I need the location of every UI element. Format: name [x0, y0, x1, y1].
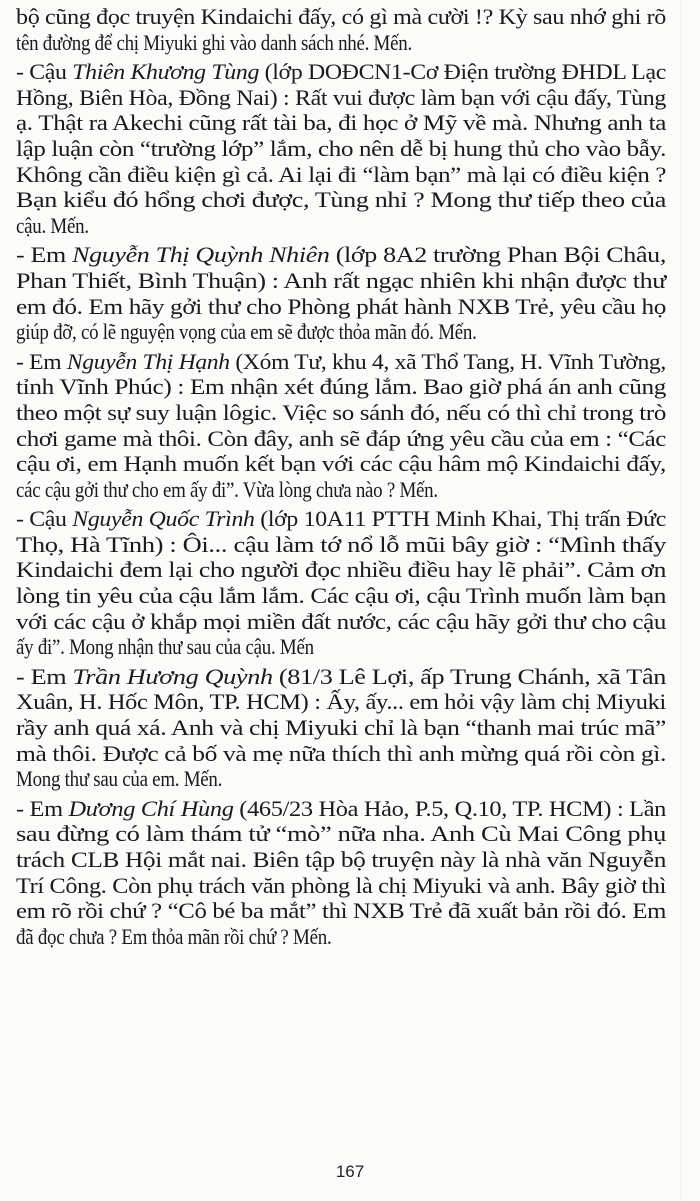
line-text [16, 294, 666, 320]
line-text [16, 873, 666, 899]
letter-reply-reply-tran-huong-quynh [16, 664, 666, 792]
text-line [16, 609, 666, 635]
letters-column [16, 4, 666, 949]
text-segment: (Xóm Tư, khu 4, xã Thổ Tang, H. Vĩnh Tường, [229, 348, 666, 374]
line-text [16, 796, 666, 822]
text-line [16, 477, 666, 503]
text-segment: với các cậu ở khắp mọi miền đất nước, các cậu hãy gởi thư cho cậu [16, 608, 667, 634]
line-text [16, 136, 666, 162]
line-text [16, 4, 666, 30]
text-segment: Bạn kiểu đó hổng chơi được, Tùng nhỉ ? Mong thư tiếp theo của [16, 187, 666, 213]
text-segment: - Cậu [16, 506, 73, 532]
text-line [16, 187, 666, 213]
text-line [16, 924, 666, 950]
line-text [16, 924, 331, 950]
text-line [16, 213, 666, 239]
text-line [16, 796, 666, 822]
text-segment: (lớp 10A11 PTTH Minh Khai, Thị trấn Đức [254, 506, 666, 532]
recipient-name: Nguyễn Thị Quỳnh Nhiên [72, 242, 330, 268]
letter-reply-reply-thien-khuong-tung [16, 59, 666, 238]
text-line [16, 898, 666, 924]
text-line [16, 400, 666, 426]
text-segment: rầy anh quá xá. Anh và chị Miyuki chỉ là bạn “thanh mai trúc mã” [16, 715, 666, 741]
text-segment: sau đừng có làm thám tử “mò” nữa nha. Anh Cù Mai Công phụ [16, 821, 667, 847]
line-text [16, 664, 666, 690]
text-line [16, 85, 666, 111]
text-line [16, 374, 666, 400]
letter-reply-continuation [16, 4, 666, 55]
text-line [16, 532, 666, 558]
text-segment: đã đọc chưa ? Em thỏa mãn rồi chứ ? Mến. [16, 923, 332, 949]
text-segment: lập luận còn “trường lớp” lắm, cho nên dễ bị hung thủ cho vào bẫy. [16, 135, 666, 161]
line-text [16, 85, 666, 111]
text-line [16, 110, 666, 136]
text-segment: mà thôi. Được cả bố và mẹ nữa thích thì anh mừng quá rồi còn gì. [16, 740, 667, 766]
text-line [16, 741, 666, 767]
text-segment: Hồng, Biên Hòa, Đồng Nai) : Rất vui được làm bạn với cậu đấy, Tùng [16, 84, 666, 110]
line-text [16, 821, 666, 847]
text-segment: Xuân, H. Hốc Môn, TP. HCM) : Ấy, ấy... em hỏi vậy làm chị Miyuki [16, 689, 666, 715]
text-segment: - Cậu [16, 59, 73, 85]
text-line [16, 847, 666, 873]
text-segment: - Em [16, 348, 67, 374]
text-segment: ấy đi”. Mong nhận thư sau của cậu. Mến [16, 634, 314, 660]
line-text [16, 634, 314, 660]
text-line [16, 268, 666, 294]
text-line [16, 162, 666, 188]
text-line [16, 451, 666, 477]
text-line [16, 766, 666, 792]
line-text [16, 715, 666, 741]
text-segment: (lớp 8A2 trường Phan Bội Châu, [329, 242, 666, 268]
text-segment: Trí Công. Còn phụ trách văn phòng là chị Miyuki và anh. Bây giờ thì [16, 872, 667, 898]
line-text [16, 30, 412, 56]
letter-reply-reply-nguyen-quoc-trinh [16, 506, 666, 660]
line-text [16, 477, 438, 503]
line-text [16, 187, 666, 213]
page-edge-shadow [680, 0, 682, 1201]
text-segment: Thọ, Hà Tĩnh) : Ôi... cậu làm tớ nổ lỗ mũi bây giờ : “Mình thấy [16, 531, 667, 557]
line-text [16, 532, 666, 558]
text-segment: bộ cũng đọc truyện Kindaichi đấy, có gì mà cười !? Kỳ sau nhớ ghi rõ [16, 4, 666, 29]
line-text [16, 766, 222, 792]
text-line [16, 294, 666, 320]
line-text [16, 506, 666, 532]
line-text [16, 319, 477, 345]
text-line [16, 715, 666, 741]
line-text [16, 898, 666, 924]
line-text [16, 242, 666, 268]
letter-reply-reply-duong-chi-hung [16, 796, 666, 950]
text-line [16, 426, 666, 452]
text-segment: Mong thư sau của em. Mến. [16, 766, 223, 792]
line-text [16, 583, 666, 609]
recipient-name: Dương Chí Hùng [68, 795, 234, 821]
recipient-name: Nguyễn Thị Hạnh [66, 348, 230, 374]
text-line [16, 506, 666, 532]
text-line [16, 873, 666, 899]
line-text [16, 557, 666, 583]
letter-reply-reply-nguyen-thi-quynh-nhien [16, 242, 666, 344]
text-line [16, 319, 666, 345]
recipient-name: Thiên Khương Tùng [72, 59, 260, 85]
text-line [16, 821, 666, 847]
text-segment: em rõ rồi chứ ? “Cô bé ba mắt” thì NXB Trẻ đã xuất bản rồi đó. Em [16, 898, 667, 924]
text-line [16, 349, 666, 375]
text-line [16, 557, 666, 583]
line-text [16, 59, 666, 85]
page-content [16, 4, 666, 953]
line-text [16, 741, 666, 767]
text-segment: giúp đỡ, có lẽ nguyện vọng của em sẽ được thỏa mãn đó. Mến. [16, 319, 477, 345]
text-segment: Phan Thiết, Bình Thuận) : Anh rất ngạc nhiên khi nhận được thư [16, 267, 666, 293]
line-text [16, 689, 666, 715]
recipient-name: Nguyễn Quốc Trình [72, 506, 255, 532]
text-segment: - Em [16, 795, 69, 821]
recipient-name: Trần Hương Quỳnh [72, 663, 273, 689]
line-text [16, 374, 666, 400]
text-segment: - Em [16, 242, 73, 268]
text-segment: cậu ơi, em Hạnh muốn kết bạn với các cậu hâm mộ Kindaichi đấy, [16, 451, 667, 477]
text-segment: Kindaichi đem lại cho người đọc nhiều điều hay lẽ phải”. Cảm ơn [16, 557, 667, 583]
text-segment: em đó. Em hãy gởi thư cho Phòng phát hành NXB Trẻ, yêu cầu họ [16, 293, 666, 319]
text-line [16, 242, 666, 268]
text-line [16, 689, 666, 715]
text-segment: tên đường để chị Miyuki ghi vào danh sách nhé. Mến. [16, 29, 412, 55]
text-line [16, 136, 666, 162]
page-number: 167 [335, 1162, 365, 1181]
line-text [16, 349, 666, 375]
line-text [16, 847, 666, 873]
line-text [16, 162, 666, 188]
line-text [16, 609, 666, 635]
text-segment: theo một sự suy luận lôgic. Việc so sánh đó, nếu có thì chỉ trong trò [16, 399, 666, 425]
text-line [16, 59, 666, 85]
text-segment: chơi game mà thôi. Còn đây, anh sẽ đáp ứng yêu cầu của em : “Các [16, 425, 667, 451]
text-segment: các cậu gởi thư cho em ấy đi”. Vừa lòng chưa nào ? Mến. [16, 476, 438, 502]
line-text [16, 268, 666, 294]
text-segment: lòng tin yêu của cậu lắm lắm. Các cậu ơi, cậu Trình muốn làm bạn [16, 583, 667, 609]
text-line [16, 4, 666, 30]
text-line [16, 664, 666, 690]
line-text [16, 426, 666, 452]
line-text [16, 213, 89, 239]
text-segment: - Em [16, 663, 73, 689]
text-segment: (lớp DOĐCN1-Cơ Điện trường ĐHDL Lạc [259, 59, 667, 85]
line-text [16, 110, 666, 136]
text-line [16, 30, 666, 56]
text-segment: trách CLB Hội mắt nai. Biên tập bộ truyện này là nhà văn Nguyễn [16, 847, 667, 872]
text-segment: tỉnh Vĩnh Phúc) : Em nhận xét đúng lắm. Bao giờ phá án anh cũng [16, 374, 667, 400]
letter-reply-reply-nguyen-thi-hanh [16, 349, 666, 503]
text-segment: (465/23 Hòa Hảo, P.5, Q.10, TP. HCM) : Lần [233, 795, 667, 821]
line-text [16, 451, 666, 477]
line-text [16, 400, 666, 426]
text-segment: ạ. Thật ra Akechi cũng rất tài ba, đi học ở Mỹ về mà. Nhưng anh ta [16, 110, 667, 136]
text-segment: Không cần điều kiện gì cả. Ai lại đi “làm bạn” mà lại có điều kiện ? [16, 161, 667, 187]
text-segment: (81/3 Lê Lợi, ấp Trung Chánh, xã Tân [272, 663, 667, 689]
text-segment: cậu. Mến. [16, 212, 89, 238]
text-line [16, 634, 666, 660]
text-line [16, 583, 666, 609]
